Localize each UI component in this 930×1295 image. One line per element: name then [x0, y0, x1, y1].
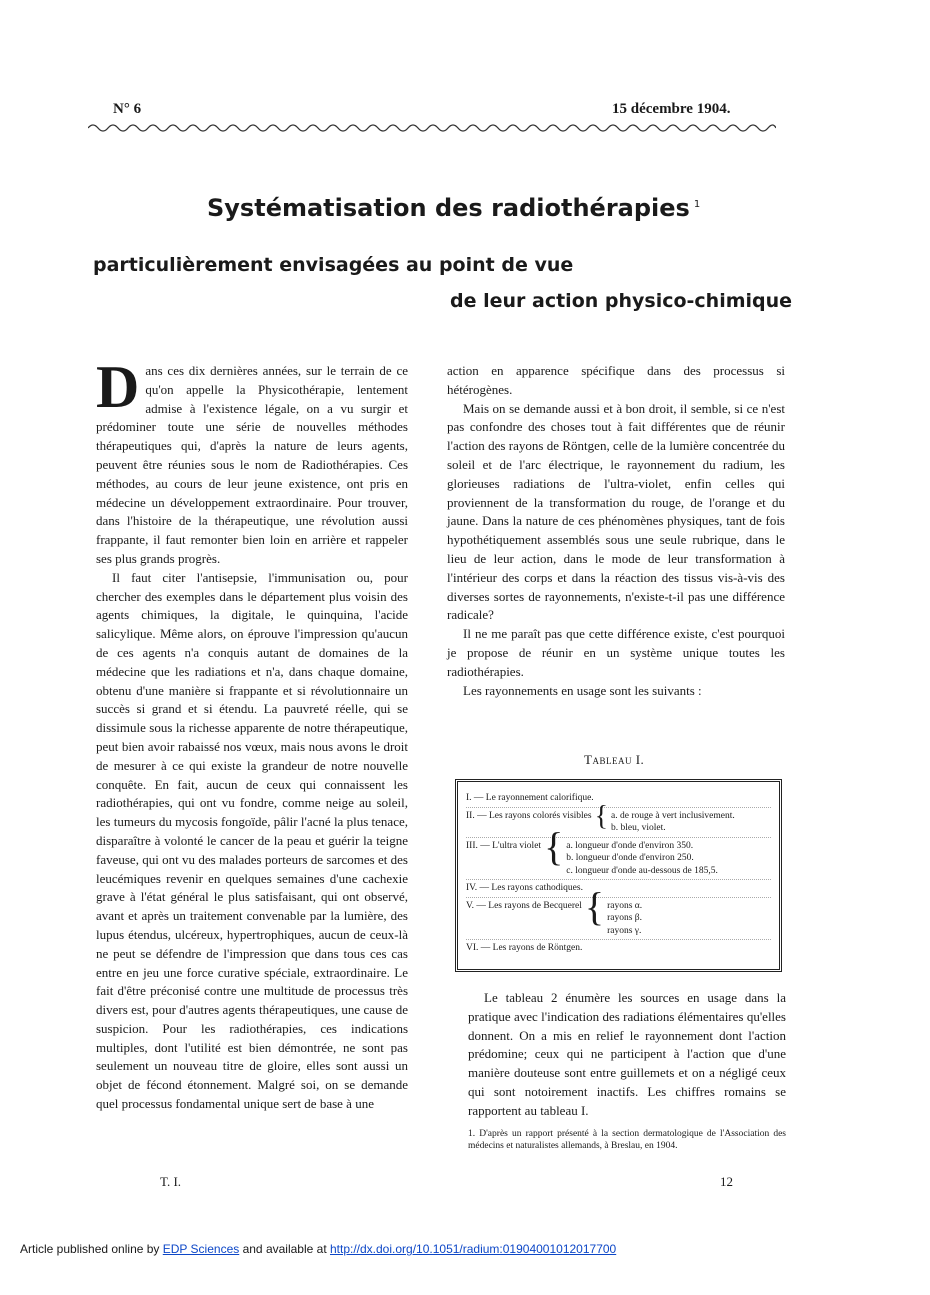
table-subitem: rayons β. — [607, 913, 643, 923]
table-subitem: b. bleu, violet. — [611, 823, 666, 833]
title-footnote-marker: 1 — [693, 199, 701, 210]
table-row-subitems — [607, 900, 642, 938]
table-row-label: I. — Le rayonnement calorifique. — [466, 793, 594, 803]
right-paragraph-2: Mais on se demande aussi et à bon droit, il semble, si ce n'est pas confondre des choses tout à fait différentes que de réunir l'action des rayons de Röntgen, celle de la lumière concentrée du soleil et de l'arc électrique, le rayonnement du radium, les glorieuses radiations de l'ultra-violet, enfin celles qui proviennent de la transformation du rouge, de l'orange et du jaune. Dans la nature de ces phénomènes physiques, tant de fois hypothétiquement assemblés sous une seule rubrique, dans le lieu de leur action, dans le mode de leur transformation à l'intérieur des corps et dans la réaction des tissus vis-à-vis des diverses sortes de rayonnements, n'existe-t-il pas une différence radicale? — [447, 400, 785, 623]
table-row-label: VI. — Les rayons de Röntgen. — [466, 943, 583, 953]
table-subitem: rayons γ. — [607, 925, 642, 936]
table-row-subitems — [566, 840, 718, 878]
issue-number: N° 6 — [113, 101, 142, 117]
table-subitem: b. longueur d'onde d'environ 250. — [566, 853, 694, 863]
right-column — [447, 362, 785, 700]
table-subitem: a. longueur d'onde d'environ 350. — [566, 840, 694, 851]
radiation-table-rows — [466, 790, 771, 957]
table-title: Tableau I. — [584, 752, 645, 767]
table-row — [466, 880, 771, 898]
table-row-label: IV. — Les rayons cathodiques. — [466, 883, 583, 893]
article-subtitle-line2: de leur action physico-chimique — [450, 290, 793, 312]
brace-glyph: { — [584, 883, 605, 929]
table-row — [466, 800, 771, 838]
right-paragraph-1: action en apparence spécifique dans des processus si hétérogènes. — [447, 363, 785, 397]
doi-link[interactable]: http://dx.doi.org/10.1051/radium:01904001012017700 — [329, 1242, 617, 1256]
table-row — [466, 940, 771, 957]
table-subitem: a. de rouge à vert inclusivement. — [611, 810, 735, 821]
article-title — [207, 194, 700, 222]
left-paragraph-1 — [96, 354, 408, 569]
right-paragraph-5: Le tableau 2 énumère les sources en usage dans la pratique avec l'indication des radiations élémentaires qu'elles donnent. On a mis en relief le rayonnement dont l'action prédomine; ceux qui ne participent à l'action que d'une manière douteuse sont entre guillemets et on a négligé ceux qui sont notoirement inactifs. Les chiffres romains se rapportent au tableau I. — [468, 990, 786, 1118]
article-title-text: Systématisation des radiothérapies — [207, 194, 690, 222]
brace-glyph: { — [544, 823, 564, 869]
left-column — [96, 354, 408, 1114]
edp-sciences-link[interactable]: EDP Sciences — [162, 1242, 240, 1256]
table-subitem: c. longueur d'onde au-dessous de 185,5. — [566, 865, 718, 876]
footer-prefix: Article published online by — [20, 1242, 163, 1256]
brace-glyph: { — [594, 800, 609, 832]
article-subtitle-line1: particulièrement envisagées au point de vue — [93, 254, 574, 276]
table-row-label: II. — Les rayons colorés visibles — [466, 810, 592, 821]
signature-mark: T. I. — [160, 1174, 182, 1189]
page-number: 12 — [720, 1174, 733, 1189]
wavy-rule — [88, 122, 776, 134]
footnote: 1. D'après un rapport présenté à la section dermatologique de l'Association des médecins et naturalistes allemands, à Breslau, en 1904. — [468, 1129, 786, 1151]
table-row — [466, 790, 771, 808]
right-column-after-table — [468, 989, 786, 1121]
left-paragraph-1-text: ans ces dix dernières années, sur le terrain de ce qu'on appelle la Physicothérapie, lentement admise à l'existence légale, on a vu surgir et prédominer toute une série de nouvelles méthodes thérapeutiques qui, d'après la nature de leurs agents, peuvent être réunies sous le nom de Radiothérapies. Ces méthodes, au cours de leur jeune existence, ont pris en médecine un développement extraordinaire. Pour trouver, dans l'histoire de la thérapeutique, une révolution aussi frappante, il faut remonter bien loin en arrière et rappeler ses plus grands progrès. — [96, 363, 408, 566]
table-subitem: rayons α. — [607, 900, 643, 911]
left-paragraph-2: Il faut citer l'antisepsie, l'immunisation ou, pour chercher des exemples dans le département plus voisin des agents chimiques, la digitale, le quinquina, l'acide salicylique. Même alors, on éprouve l'impression qu'aucun de ces agents n'a conquis autant de domaines de la médecine que les radiations et n'a, dans chaque domaine, obtenu d'une manière si frappante et si révolutionnaire un succès si grand et si étendu. La pauvreté réelle, qui se dissimule sous la richesse apparente de notre thérapeutique, peut bien avoir rabaissé nos vœux, mais nous avons le droit de mesurer à ce qui existe la grandeur de notre nouvelle conquête. En fait, aucun de ceux qui connaissent les radiothérapies, qui ont vu fondre, comme neige au soleil, les tumeurs du mycosis fongoïde, pâlir l'acné la plus tenace, disparaître à volonté le cancer de la peau et guérir la teigne faveuse, qui ont vu des malades porteurs de sarcomes et des leucémiques revenir en quelques semaines d'une cachexie grave à l'état général le plus satisfaisant, qui ont observé, avant et après un traitement convenable par la lumière, des lupus étendus, ulcéreux, hypertrophiques, aucun de ceux-là ne peut se défendre de l'impression que dans tous ces cas entre en jeu une force curative spéciale, extraordinaire. Le fait d'être préconisé contre une multitude de processus très divers est, pour d'autres agents thérapeutiques, une cause de suspicion. Pour les radiothérapies, ces indications multiples, dont l'utilité est bien démontrée, ne sont pas seulement un nouveau titre de gloire, elles sont aussi un objet de fécond étonnement. Malgré soi, on se demande quel processus fondamental unique sert de base à une — [96, 569, 408, 1112]
table-row-label: V. — Les rayons de Becquerel — [466, 900, 582, 911]
table-row-label: III. — L'ultra violet — [466, 840, 542, 851]
table-row-subitems — [611, 810, 735, 835]
footer-middle: and available at — [239, 1242, 330, 1256]
drop-cap: D — [96, 354, 140, 420]
issue-date: 15 décembre 1904. — [612, 101, 731, 117]
right-paragraph-4: Les rayonnements en usage sont les suivants : — [463, 682, 702, 698]
publication-footer — [20, 1242, 616, 1256]
radiation-table — [455, 779, 782, 972]
right-paragraph-3: Il ne me paraît pas que cette différence existe, c'est pourquoi je propose de réunir en un système unique toutes les radiothérapies. — [447, 626, 785, 679]
